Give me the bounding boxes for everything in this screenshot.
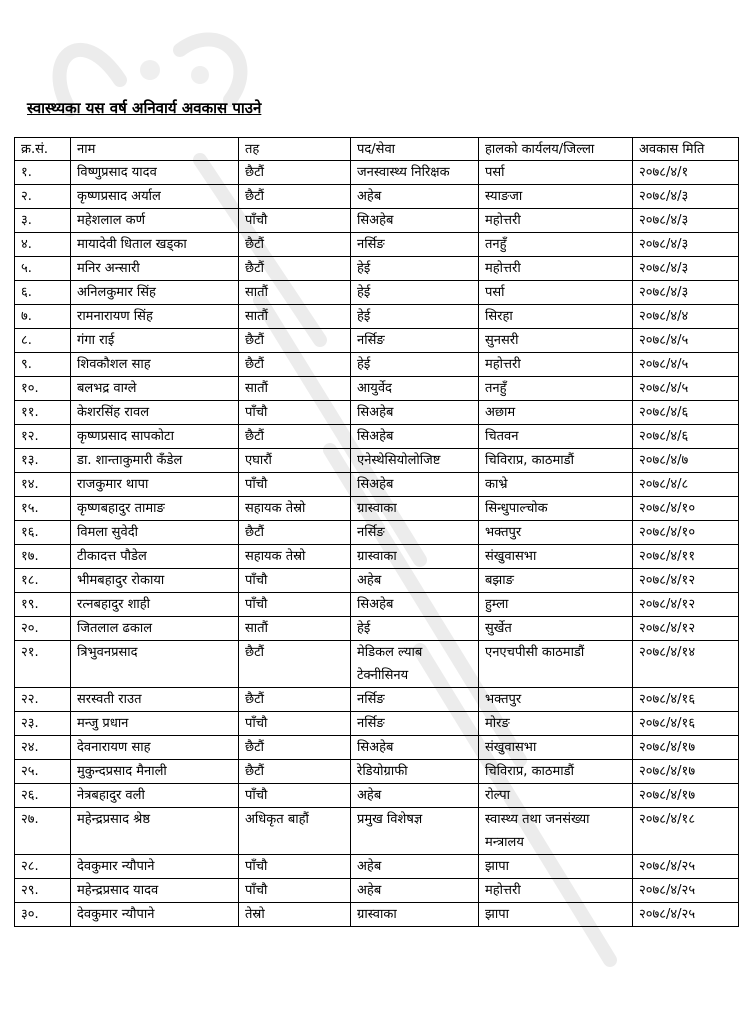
table-row — [15, 521, 739, 545]
table-row — [15, 808, 739, 855]
retirement-date-cell: २०७८/४/६ — [633, 425, 739, 449]
office-cell: चिविराप्र, काठमाडौं — [479, 760, 633, 784]
retirement-date-cell: २०७८/४/१ — [633, 161, 739, 185]
retirement-date-cell: २०७८/४/२५ — [633, 903, 739, 927]
header-post: पद/सेवा — [351, 138, 479, 161]
office-cell: महोत्तरी — [479, 257, 633, 281]
table-row — [15, 401, 739, 425]
retirement-date-cell: २०७८/४/६ — [633, 401, 739, 425]
post-cell: अहेब — [351, 784, 479, 808]
level-cell: छैटौं — [239, 736, 351, 760]
retirement-date-cell: २०७८/४/१७ — [633, 736, 739, 760]
post-cell: ग्रास्वाका — [351, 903, 479, 927]
post-cell: प्रमुख विशेषज्ञ — [351, 808, 479, 855]
level-cell: छैटौं — [239, 185, 351, 209]
retirement-date-cell: २०७८/४/३ — [633, 209, 739, 233]
post-cell: हेई — [351, 305, 479, 329]
office-cell: मोरङ — [479, 712, 633, 736]
post-cell: नर्सिङ — [351, 712, 479, 736]
header-office: हालको कार्यलय/जिल्ला — [479, 138, 633, 161]
office-cell: चिविराप्र, काठमाडौं — [479, 449, 633, 473]
retirement-date-cell: २०७८/४/२५ — [633, 879, 739, 903]
office-cell: महोत्तरी — [479, 879, 633, 903]
post-cell: हेई — [351, 257, 479, 281]
table-row — [15, 305, 739, 329]
table-row — [15, 903, 739, 927]
retirement-date-cell: २०७८/४/१४ — [633, 641, 739, 688]
level-cell: छैटौं — [239, 425, 351, 449]
header-serial: क्र.सं. — [15, 138, 71, 161]
name-cell: सरस्वती राउत — [71, 688, 239, 712]
office-cell: भक्तपुर — [479, 688, 633, 712]
retirement-date-cell: २०७८/४/३ — [633, 185, 739, 209]
office-cell: भक्तपुर — [479, 521, 633, 545]
level-cell: पाँचौ — [239, 473, 351, 497]
name-cell: देवकुमार न्यौपाने — [71, 903, 239, 927]
post-cell: आयुर्वेद — [351, 377, 479, 401]
name-cell: मन्जु प्रधान — [71, 712, 239, 736]
table-row — [15, 329, 739, 353]
name-cell: नेत्रबहादुर वली — [71, 784, 239, 808]
office-cell: संखुवासभा — [479, 545, 633, 569]
post-cell: सिअहेब — [351, 593, 479, 617]
table-row — [15, 209, 739, 233]
name-cell: मुकुन्दप्रसाद मैनाली — [71, 760, 239, 784]
level-cell: सातौं — [239, 281, 351, 305]
level-cell: छैटौं — [239, 641, 351, 688]
office-cell: रोल्पा — [479, 784, 633, 808]
office-cell: हुम्ला — [479, 593, 633, 617]
post-cell: मेडिकल ल्याब टेक्नीसिनय — [351, 641, 479, 688]
serial-cell: १७. — [15, 545, 71, 569]
name-cell: केशरसिंह रावल — [71, 401, 239, 425]
office-cell: सिन्धुपाल्चोक — [479, 497, 633, 521]
retirement-date-cell: २०७८/४/११ — [633, 545, 739, 569]
post-cell: रेडियोग्राफी — [351, 760, 479, 784]
retirement-date-cell: २०७८/४/५ — [633, 377, 739, 401]
retirement-date-cell: २०७८/४/१६ — [633, 688, 739, 712]
retirement-date-cell: २०७८/४/८ — [633, 473, 739, 497]
level-cell: अधिकृत बाहौं — [239, 808, 351, 855]
office-cell: बझाङ — [479, 569, 633, 593]
retirement-date-cell: २०७८/४/३ — [633, 281, 739, 305]
name-cell: महेन्द्रप्रसाद यादव — [71, 879, 239, 903]
retirement-date-cell: २०७८/४/३ — [633, 257, 739, 281]
name-cell: त्रिभुवनप्रसाद — [71, 641, 239, 688]
serial-cell: ६. — [15, 281, 71, 305]
post-cell: नर्सिङ — [351, 329, 479, 353]
level-cell: सहायक तेस्रो — [239, 497, 351, 521]
retirement-date-cell: २०७८/४/२५ — [633, 855, 739, 879]
post-cell: सिअहेब — [351, 425, 479, 449]
level-cell: छैटौं — [239, 329, 351, 353]
office-cell: पर्सा — [479, 281, 633, 305]
office-cell: सुर्खेत — [479, 617, 633, 641]
table-row — [15, 449, 739, 473]
post-cell: ग्रास्वाका — [351, 497, 479, 521]
name-cell: अनिलकुमार सिंह — [71, 281, 239, 305]
office-cell: सिरहा — [479, 305, 633, 329]
serial-cell: २८. — [15, 855, 71, 879]
post-cell: सिअहेब — [351, 209, 479, 233]
table-row — [15, 425, 739, 449]
serial-cell: १०. — [15, 377, 71, 401]
table-row — [15, 281, 739, 305]
name-cell: कृष्णप्रसाद सापकोटा — [71, 425, 239, 449]
name-cell: कृष्णबहादुर तामाङ — [71, 497, 239, 521]
office-cell: महोत्तरी — [479, 353, 633, 377]
serial-cell: १५. — [15, 497, 71, 521]
office-cell: तनहुँ — [479, 377, 633, 401]
office-cell: सुनसरी — [479, 329, 633, 353]
post-cell: हेई — [351, 353, 479, 377]
header-name: नाम — [71, 138, 239, 161]
office-cell: झापा — [479, 855, 633, 879]
name-cell: महेशलाल कर्ण — [71, 209, 239, 233]
name-cell: टीकादत्त पौडेल — [71, 545, 239, 569]
post-cell: नर्सिङ — [351, 233, 479, 257]
serial-cell: १४. — [15, 473, 71, 497]
retirement-date-cell: २०७८/४/१० — [633, 521, 739, 545]
name-cell: कृष्णप्रसाद अर्याल — [71, 185, 239, 209]
serial-cell: २. — [15, 185, 71, 209]
level-cell: सहायक तेस्रो — [239, 545, 351, 569]
table-header-row — [15, 138, 739, 161]
post-cell: सिअहेब — [351, 401, 479, 425]
level-cell: छैटौं — [239, 760, 351, 784]
header-retirement-date: अवकास मिति — [633, 138, 739, 161]
post-cell: हेई — [351, 281, 479, 305]
level-cell: पाँचौ — [239, 209, 351, 233]
name-cell: रामनारायण सिंह — [71, 305, 239, 329]
table-row — [15, 545, 739, 569]
office-cell: स्याङजा — [479, 185, 633, 209]
name-cell: राजकुमार थापा — [71, 473, 239, 497]
serial-cell: १३. — [15, 449, 71, 473]
retirement-date-cell: २०७८/४/५ — [633, 353, 739, 377]
serial-cell: २३. — [15, 712, 71, 736]
serial-cell: ११. — [15, 401, 71, 425]
name-cell: भीमबहादुर रोकाया — [71, 569, 239, 593]
table-row — [15, 185, 739, 209]
document-title: स्वास्थ्यका यस वर्ष अनिवार्य अवकास पाउने — [27, 99, 262, 117]
table-row — [15, 736, 739, 760]
table-row — [15, 855, 739, 879]
table-body — [15, 161, 739, 927]
level-cell: छैटौं — [239, 353, 351, 377]
level-cell: तेस्रो — [239, 903, 351, 927]
level-cell: छैटौं — [239, 688, 351, 712]
table-row — [15, 760, 739, 784]
retirement-date-cell: २०७८/४/१२ — [633, 617, 739, 641]
table-row — [15, 712, 739, 736]
serial-cell: २९. — [15, 879, 71, 903]
retirement-date-cell: २०७८/४/७ — [633, 449, 739, 473]
serial-cell: २६. — [15, 784, 71, 808]
serial-cell: १. — [15, 161, 71, 185]
name-cell: रत्नबहादुर शाही — [71, 593, 239, 617]
post-cell: अहेब — [351, 855, 479, 879]
serial-cell: २५. — [15, 760, 71, 784]
level-cell: पाँचौ — [239, 712, 351, 736]
table-row — [15, 233, 739, 257]
post-cell: अहेब — [351, 185, 479, 209]
post-cell: हेई — [351, 617, 479, 641]
retirement-date-cell: २०७८/४/१२ — [633, 593, 739, 617]
post-cell: अहेब — [351, 569, 479, 593]
table-row — [15, 688, 739, 712]
retirement-date-cell: २०७८/४/५ — [633, 329, 739, 353]
level-cell: पाँचौ — [239, 569, 351, 593]
serial-cell: ७. — [15, 305, 71, 329]
retirement-date-cell: २०७८/४/३ — [633, 233, 739, 257]
table-row — [15, 161, 739, 185]
office-cell: महोत्तरी — [479, 209, 633, 233]
table-row — [15, 377, 739, 401]
office-cell: स्वास्थ्य तथा जनसंख्या मन्त्रालय — [479, 808, 633, 855]
serial-cell: २१. — [15, 641, 71, 688]
level-cell: छैटौं — [239, 161, 351, 185]
name-cell: मायादेवी धिताल खड्का — [71, 233, 239, 257]
table-row — [15, 353, 739, 377]
table-row — [15, 257, 739, 281]
level-cell: एघारौं — [239, 449, 351, 473]
level-cell: सातौं — [239, 617, 351, 641]
serial-cell: ९. — [15, 353, 71, 377]
table-row — [15, 473, 739, 497]
table-row — [15, 879, 739, 903]
level-cell: पाँचौ — [239, 593, 351, 617]
header-level: तह — [239, 138, 351, 161]
post-cell: सिअहेब — [351, 473, 479, 497]
level-cell: छैटौं — [239, 257, 351, 281]
name-cell: जितलाल ढकाल — [71, 617, 239, 641]
office-cell: काभ्रे — [479, 473, 633, 497]
name-cell: शिवकौशल साह — [71, 353, 239, 377]
serial-cell: २०. — [15, 617, 71, 641]
office-cell: अछाम — [479, 401, 633, 425]
level-cell: सातौं — [239, 305, 351, 329]
serial-cell: २४. — [15, 736, 71, 760]
table-row — [15, 593, 739, 617]
level-cell: पाँचौ — [239, 879, 351, 903]
serial-cell: ३. — [15, 209, 71, 233]
office-cell: झापा — [479, 903, 633, 927]
level-cell: छैटौं — [239, 521, 351, 545]
retirement-date-cell: २०७८/४/१८ — [633, 808, 739, 855]
office-cell: संखुवासभा — [479, 736, 633, 760]
retirement-date-cell: २०७८/४/४ — [633, 305, 739, 329]
name-cell: देवकुमार न्यौपाने — [71, 855, 239, 879]
serial-cell: १२. — [15, 425, 71, 449]
table-row — [15, 784, 739, 808]
retirement-date-cell: २०७८/४/१७ — [633, 784, 739, 808]
serial-cell: १६. — [15, 521, 71, 545]
serial-cell: २७. — [15, 808, 71, 855]
retirement-date-cell: २०७८/४/१० — [633, 497, 739, 521]
name-cell: मनिर अन्सारी — [71, 257, 239, 281]
serial-cell: २२. — [15, 688, 71, 712]
name-cell: विमला सुवेदी — [71, 521, 239, 545]
name-cell: डा. शान्ताकुमारी कँडेल — [71, 449, 239, 473]
table-row — [15, 569, 739, 593]
retirement-date-cell: २०७८/४/१७ — [633, 760, 739, 784]
retirement-date-cell: २०७८/४/१६ — [633, 712, 739, 736]
level-cell: पाँचौ — [239, 855, 351, 879]
post-cell: नर्सिङ — [351, 688, 479, 712]
serial-cell: ३०. — [15, 903, 71, 927]
table-row — [15, 617, 739, 641]
table-row — [15, 641, 739, 688]
serial-cell: १८. — [15, 569, 71, 593]
office-cell: चितवन — [479, 425, 633, 449]
retirement-table — [14, 137, 739, 927]
post-cell: अहेब — [351, 879, 479, 903]
level-cell: छैटौं — [239, 233, 351, 257]
serial-cell: १९. — [15, 593, 71, 617]
retirement-date-cell: २०७८/४/१२ — [633, 569, 739, 593]
name-cell: देवनारायण साह — [71, 736, 239, 760]
office-cell: तनहुँ — [479, 233, 633, 257]
post-cell: जनस्वास्थ्य निरिक्षक — [351, 161, 479, 185]
post-cell: ग्रास्वाका — [351, 545, 479, 569]
office-cell: एनएचपीसी काठमाडौं — [479, 641, 633, 688]
level-cell: पाँचौ — [239, 401, 351, 425]
name-cell: बलभद्र वाग्ले — [71, 377, 239, 401]
level-cell: सातौं — [239, 377, 351, 401]
post-cell: एनेस्थेसियोलोजिष्ट — [351, 449, 479, 473]
serial-cell: ४. — [15, 233, 71, 257]
serial-cell: ५. — [15, 257, 71, 281]
name-cell: गंगा राई — [71, 329, 239, 353]
table-row — [15, 497, 739, 521]
level-cell: पाँचौ — [239, 784, 351, 808]
name-cell: विष्णुप्रसाद यादव — [71, 161, 239, 185]
office-cell: पर्सा — [479, 161, 633, 185]
name-cell: महेन्द्रप्रसाद श्रेष्ठ — [71, 808, 239, 855]
serial-cell: ८. — [15, 329, 71, 353]
post-cell: नर्सिङ — [351, 521, 479, 545]
post-cell: सिअहेब — [351, 736, 479, 760]
